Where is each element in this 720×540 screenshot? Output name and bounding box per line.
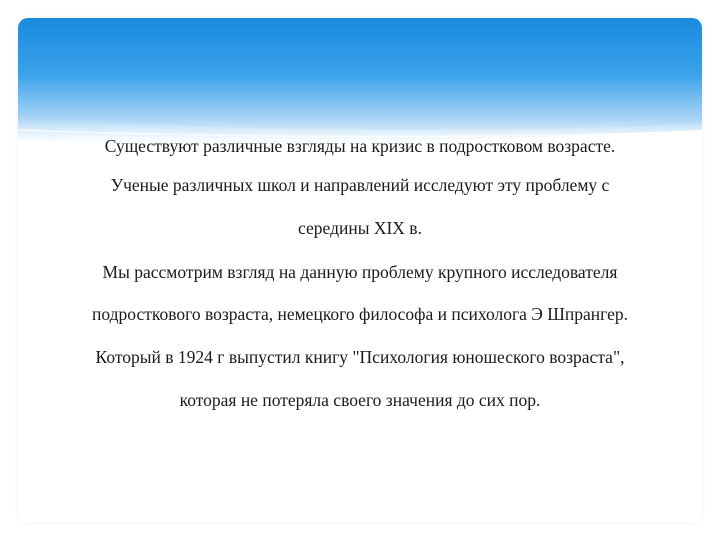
text-line-5: подросткового возраста, немецкого философа и психолога Э Шпрангер. bbox=[92, 304, 628, 324]
text-line-2: Ученые различных школ и направлений исследуют эту проблему с bbox=[110, 175, 610, 195]
text-line-7: которая не потеряла своего значения до сих пор. bbox=[179, 390, 541, 410]
text-line-4: Мы рассмотрим взгляд на данную проблему крупного исследователя bbox=[102, 262, 618, 282]
text-line-1: Существуют различные взгляды на кризис в подростковом возрасте. bbox=[104, 136, 616, 156]
slide bbox=[18, 18, 702, 522]
text-line-3: середины XIX в. bbox=[298, 218, 422, 238]
text-line-6: Который в 1924 г выпустил книгу "Психология юношеского возраста", bbox=[95, 347, 625, 367]
